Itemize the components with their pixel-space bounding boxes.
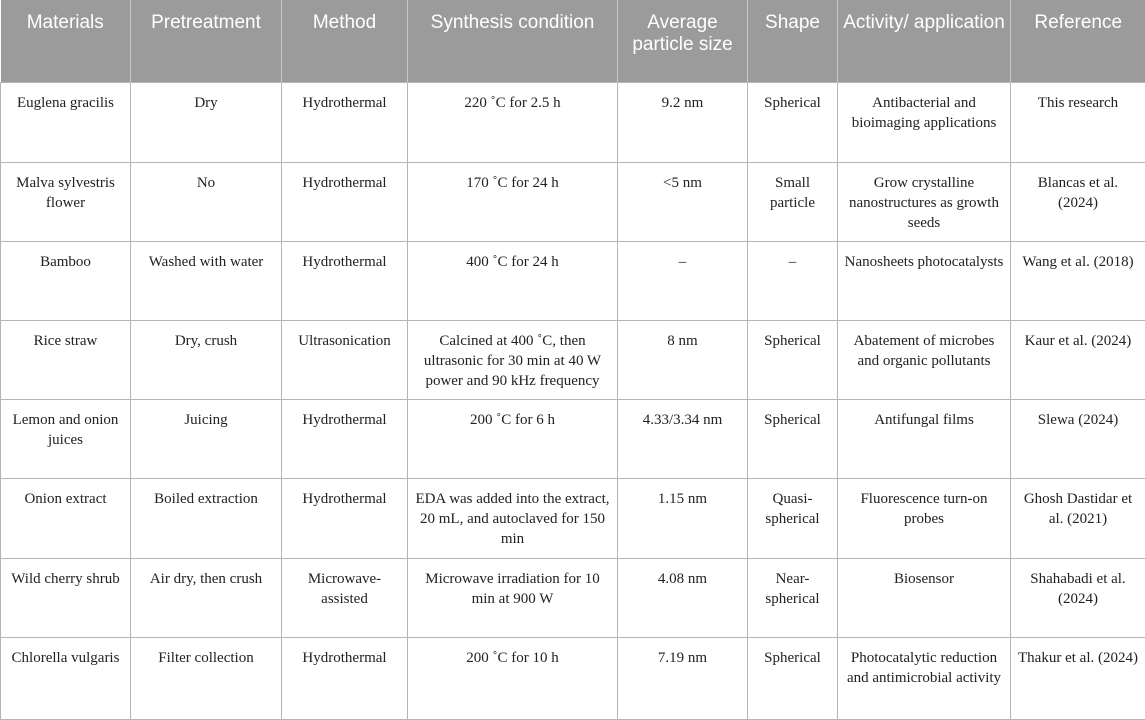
cell-shape: Quasi-spherical bbox=[748, 478, 838, 558]
cell-method: Hydrothermal bbox=[282, 399, 408, 478]
cell-activity: Photocatalytic reduction and antimicrobial activity bbox=[838, 637, 1011, 719]
cell-pretreatment: Filter collection bbox=[131, 637, 282, 719]
cell-synthesis-condition: 220 ˚C for 2.5 h bbox=[408, 82, 618, 162]
cell-pretreatment: Dry, crush bbox=[131, 320, 282, 399]
cell-shape: Spherical bbox=[748, 399, 838, 478]
table-row bbox=[1, 399, 1145, 478]
cell-reference: Thakur et al. (2024) bbox=[1011, 637, 1145, 719]
cell-materials: Rice straw bbox=[1, 320, 131, 399]
cell-method: Hydrothermal bbox=[282, 241, 408, 320]
cell-reference: Slewa (2024) bbox=[1011, 399, 1145, 478]
cell-activity: Grow crystalline nanostructures as growth seeds bbox=[838, 162, 1011, 241]
table-row bbox=[1, 162, 1145, 241]
cell-activity: Fluorescence turn-on probes bbox=[838, 478, 1011, 558]
cell-particle-size: – bbox=[618, 241, 748, 320]
cell-reference: Ghosh Dastidar et al. (2021) bbox=[1011, 478, 1145, 558]
cell-reference: Wang et al. (2018) bbox=[1011, 241, 1145, 320]
cell-method: Hydrothermal bbox=[282, 82, 408, 162]
cell-shape: Spherical bbox=[748, 320, 838, 399]
table-body bbox=[1, 82, 1145, 719]
table-row bbox=[1, 241, 1145, 320]
cell-materials: Lemon and onion juices bbox=[1, 399, 131, 478]
cell-shape: Near-spherical bbox=[748, 558, 838, 637]
header-pretreatment: Pretreatment bbox=[131, 0, 282, 82]
cell-pretreatment: No bbox=[131, 162, 282, 241]
cell-activity: Antifungal films bbox=[838, 399, 1011, 478]
cell-shape: – bbox=[748, 241, 838, 320]
cell-activity: Antibacterial and bioimaging applications bbox=[838, 82, 1011, 162]
cell-materials: Wild cherry shrub bbox=[1, 558, 131, 637]
cell-method: Hydrothermal bbox=[282, 637, 408, 719]
table-row bbox=[1, 478, 1145, 558]
table-header bbox=[1, 0, 1145, 82]
cell-activity: Nanosheets photocatalysts bbox=[838, 241, 1011, 320]
cell-particle-size: 7.19 nm bbox=[618, 637, 748, 719]
cell-materials: Malva sylvestris flower bbox=[1, 162, 131, 241]
cell-materials: Euglena gracilis bbox=[1, 82, 131, 162]
cell-materials: Onion extract bbox=[1, 478, 131, 558]
cell-particle-size: 4.33/3.34 nm bbox=[618, 399, 748, 478]
cell-shape: Spherical bbox=[748, 637, 838, 719]
cell-synthesis-condition: 200 ˚C for 10 h bbox=[408, 637, 618, 719]
header-method: Method bbox=[282, 0, 408, 82]
cell-particle-size: 8 nm bbox=[618, 320, 748, 399]
header-reference: Reference bbox=[1011, 0, 1145, 82]
header-synthesis-condition: Synthesis condition bbox=[408, 0, 618, 82]
header-shape: Shape bbox=[748, 0, 838, 82]
cell-particle-size: 4.08 nm bbox=[618, 558, 748, 637]
cell-pretreatment: Dry bbox=[131, 82, 282, 162]
header-row bbox=[1, 0, 1145, 82]
cell-synthesis-condition: EDA was added into the extract, 20 mL, and autoclaved for 150 min bbox=[408, 478, 618, 558]
header-average-particle-size: Average particle size bbox=[618, 0, 748, 82]
cell-activity: Biosensor bbox=[838, 558, 1011, 637]
table-row bbox=[1, 82, 1145, 162]
cell-pretreatment: Air dry, then crush bbox=[131, 558, 282, 637]
cell-synthesis-condition: 200 ˚C for 6 h bbox=[408, 399, 618, 478]
cell-pretreatment: Juicing bbox=[131, 399, 282, 478]
table-row bbox=[1, 558, 1145, 637]
cell-particle-size: 1.15 nm bbox=[618, 478, 748, 558]
cell-method: Microwave-assisted bbox=[282, 558, 408, 637]
cell-reference: Shahabadi et al. (2024) bbox=[1011, 558, 1145, 637]
cell-materials: Chlorella vulgaris bbox=[1, 637, 131, 719]
cell-activity: Abatement of microbes and organic pollutants bbox=[838, 320, 1011, 399]
cell-synthesis-condition: Calcined at 400 ˚C, then ultrasonic for 30 min at 40 W power and 90 kHz frequency bbox=[408, 320, 618, 399]
table-row bbox=[1, 637, 1145, 719]
cell-method: Ultrasonication bbox=[282, 320, 408, 399]
cell-method: Hydrothermal bbox=[282, 478, 408, 558]
cell-reference: This research bbox=[1011, 82, 1145, 162]
cell-pretreatment: Boiled extraction bbox=[131, 478, 282, 558]
header-activity-application: Activity/ application bbox=[838, 0, 1011, 82]
cell-reference: Blancas et al. (2024) bbox=[1011, 162, 1145, 241]
cell-synthesis-condition: 170 ˚C for 24 h bbox=[408, 162, 618, 241]
cell-particle-size: <5 nm bbox=[618, 162, 748, 241]
cell-synthesis-condition: 400 ˚C for 24 h bbox=[408, 241, 618, 320]
cell-synthesis-condition: Microwave irradiation for 10 min at 900 W bbox=[408, 558, 618, 637]
cell-materials: Bamboo bbox=[1, 241, 131, 320]
cell-reference: Kaur et al. (2024) bbox=[1011, 320, 1145, 399]
cell-shape: Small particle bbox=[748, 162, 838, 241]
header-materials: Materials bbox=[1, 0, 131, 82]
cell-shape: Spherical bbox=[748, 82, 838, 162]
cell-method: Hydrothermal bbox=[282, 162, 408, 241]
cell-pretreatment: Washed with water bbox=[131, 241, 282, 320]
cell-particle-size: 9.2 nm bbox=[618, 82, 748, 162]
table-row bbox=[1, 320, 1145, 399]
